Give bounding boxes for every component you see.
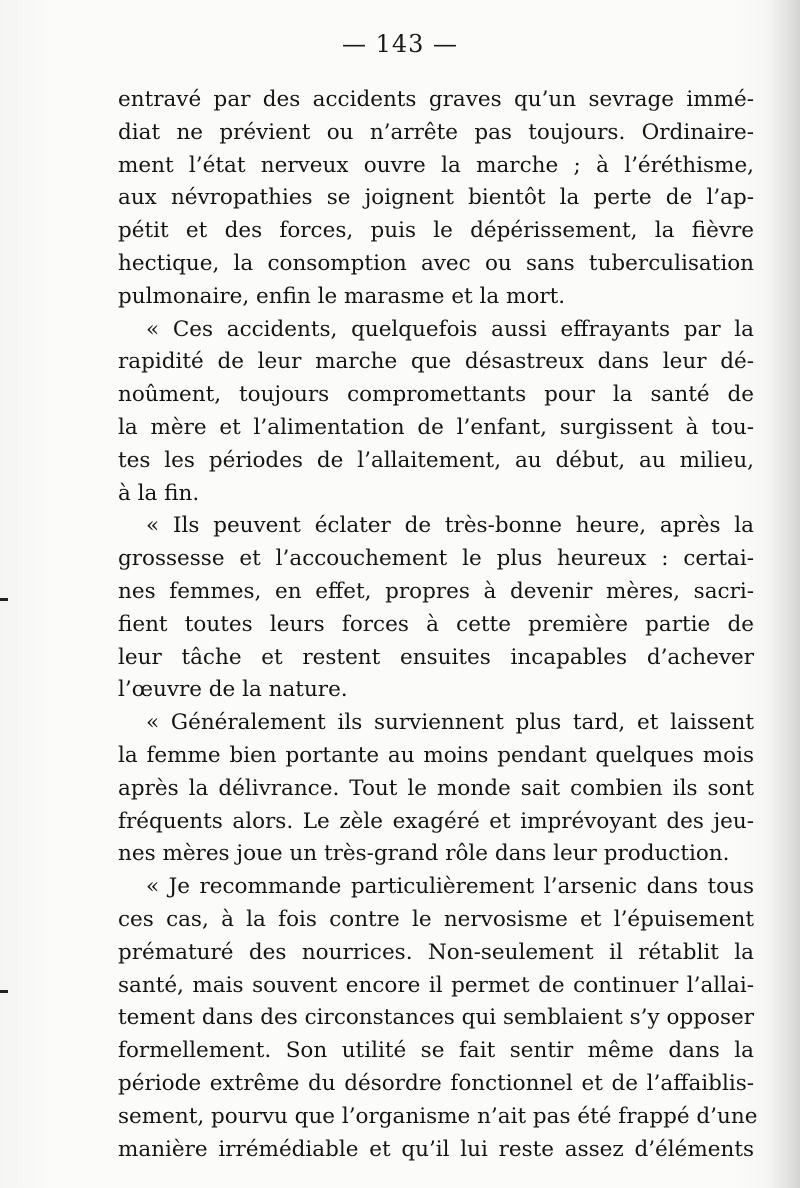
text-line: manière irrémédiable et qu’il lui reste assez d’éléments	[118, 1136, 754, 1162]
text-line: formellement. Son utilité se fait sentir même dans la	[118, 1038, 754, 1064]
text-line: pulmonaire, enfin le marasme et la mort.	[118, 283, 566, 309]
margin-mark	[0, 598, 8, 601]
text-line: nes femmes, en effet, propres à devenir mères, sacri-	[118, 578, 754, 604]
text-line: hectique, la consomption avec ou sans tuberculisation	[118, 250, 754, 276]
text-line: la mère et l’alimentation de l’enfant, surgissent à tou-	[118, 414, 754, 440]
text-line: diat ne prévient ou n’arrête pas toujours. Ordinaire-	[118, 119, 754, 145]
text-line: fréquents alors. Le zèle exagéré et imprévoyant des jeu-	[118, 808, 754, 834]
text-line: noûment, toujours compromettants pour la santé de	[118, 382, 754, 408]
margin-mark	[0, 990, 8, 993]
text-line: nes mères joue un très-grand rôle dans leur production.	[118, 841, 730, 867]
body-text	[118, 84, 758, 1166]
text-line: grossesse et l’accouchement le plus heureux : certai-	[118, 546, 754, 572]
text-line: ment l’état nerveux ouvre la marche ; à l’éréthisme,	[118, 152, 754, 178]
text-line: pétit et des forces, puis le dépérissement, la fièvre	[118, 218, 754, 244]
text-line: la femme bien portante au moins pendant quelques mois	[118, 742, 754, 768]
text-line: « Je recommande particulièrement l’arsenic dans tous	[146, 874, 754, 900]
text-line: période extrême du désordre fonctionnel et de l’affaiblis-	[118, 1070, 754, 1096]
text-line: santé, mais souvent encore il permet de continuer l’allai-	[118, 972, 754, 998]
text-line: l’œuvre de la nature.	[118, 677, 348, 703]
text-line: tes les périodes de l’allaitement, au début, au milieu,	[118, 447, 754, 473]
text-line: fient toutes leurs forces à cette première partie de	[118, 611, 754, 637]
text-line: aux névropathies se joignent bientôt la perte de l’ap-	[118, 185, 754, 211]
text-line: après la délivrance. Tout le monde sait combien ils sont	[118, 775, 754, 801]
text-line: « Ces accidents, quelquefois aussi effrayants par la	[146, 316, 754, 342]
text-line: à la fin.	[118, 480, 200, 506]
text-line: ces cas, à la fois contre le nervosisme et l’épuisement	[118, 906, 754, 932]
text-line: sement, pourvu que l’organisme n’ait pas été frappé d’une	[118, 1103, 758, 1129]
text-line: prématuré des nourrices. Non-seulement il rétablit la	[118, 939, 754, 965]
text-line: entravé par des accidents graves qu’un sevrage immé-	[118, 87, 754, 112]
text-line: « Généralement ils surviennent plus tard, et laissent	[146, 710, 754, 736]
text-line: rapidité de leur marche que désastreux dans leur dé-	[118, 349, 754, 375]
text-line: leur tâche et restent ensuites incapables d’achever	[118, 644, 754, 670]
page-edge-shadow	[766, 0, 800, 1188]
page-number: — 143 —	[341, 30, 459, 58]
text-line: « Ils peuvent éclater de très-bonne heure, après la	[146, 513, 754, 539]
text-line: tement dans des circonstances qui semblaient s’y opposer	[118, 1005, 754, 1031]
